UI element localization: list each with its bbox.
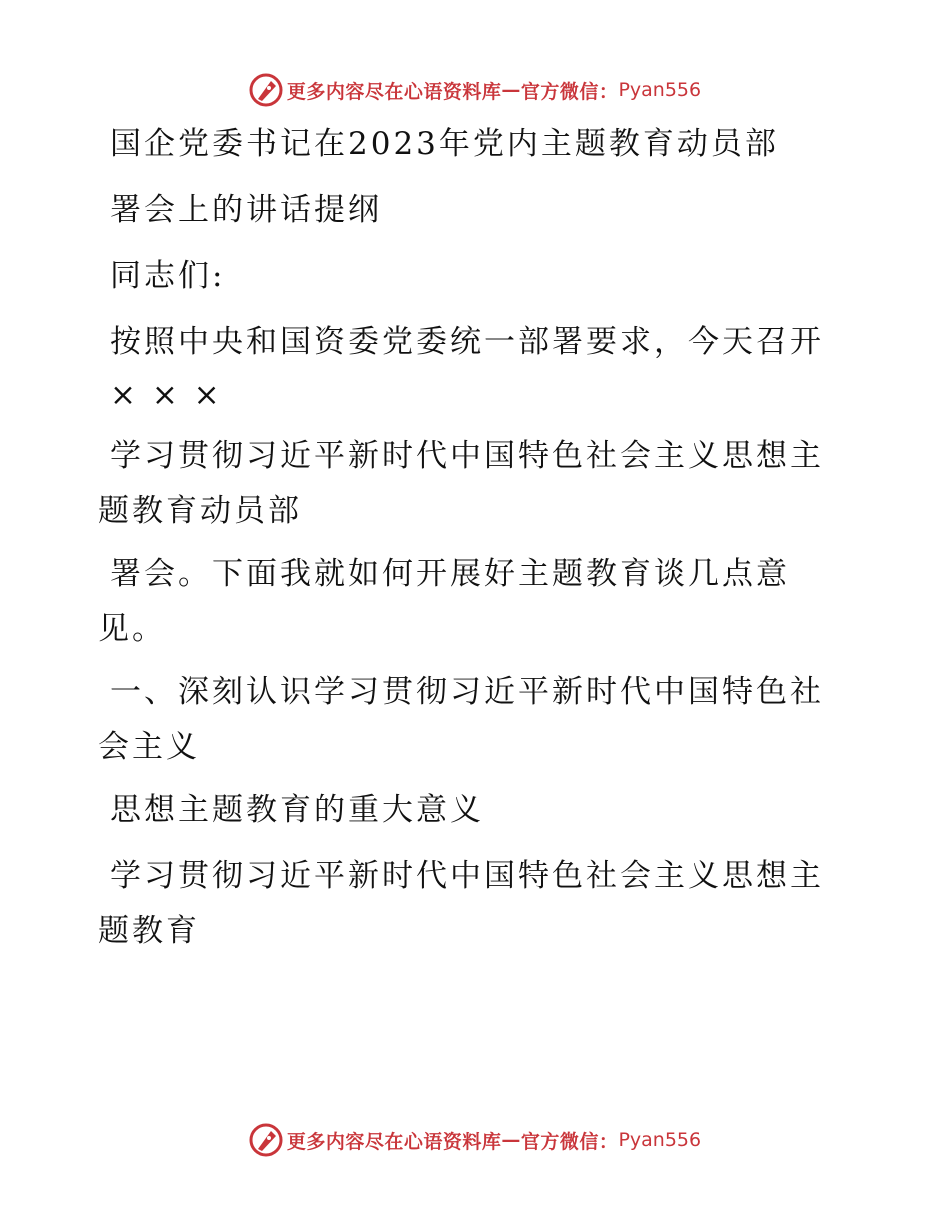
paragraph-1-line-2: × × × (110, 377, 223, 413)
paragraph-3-line-1: 署会。下面我就如何开展好主题教育谈几点意 (110, 556, 790, 592)
greeting: 同志们: (110, 258, 226, 294)
paragraph-4-line-1: 学习贯彻习近平新时代中国特色社会主义思想主 (110, 858, 824, 894)
paragraph-4-line-2: 题教育 (98, 913, 200, 949)
footer-watermark (0, 1120, 950, 1160)
pen-nib-logo-icon (249, 1123, 283, 1157)
watermark-wechat-label: 官方微信： (520, 80, 619, 103)
paragraph-2-line-2: 题教育动员部 (98, 493, 302, 529)
paragraph-1-line-1: 按照中央和国资委党委统一部署要求，今天召开 (110, 324, 824, 360)
watermark-site-text: 更多内容尽在心语资料库 (286, 1130, 502, 1153)
watermark-dash: — (501, 1129, 521, 1151)
heading-1-line-2: 会主义 (98, 729, 200, 765)
watermark-dash: — (501, 79, 521, 101)
paragraph-2-line-1: 学习贯彻习近平新时代中国特色社会主义思想主 (110, 438, 824, 474)
pen-nib-logo-icon (249, 73, 283, 107)
document-title-line-2: 署会上的讲话提纲 (110, 192, 382, 228)
document-title-line-1: 国企党委书记在2023年党内主题教育动员部 (110, 126, 779, 162)
watermark-wechat-id: Pyan556 (618, 1129, 702, 1151)
paragraph-3-line-2: 见。 (98, 611, 166, 647)
watermark-wechat-id: Pyan556 (618, 79, 702, 101)
watermark-wechat-label: 官方微信： (520, 1130, 619, 1153)
watermark-site-text: 更多内容尽在心语资料库 (286, 80, 502, 103)
heading-1-line-3: 思想主题教育的重大意义 (110, 792, 484, 828)
heading-1-line-1: 一、深刻认识学习贯彻习近平新时代中国特色社 (110, 674, 824, 710)
document-body (98, 115, 838, 957)
header-watermark (0, 70, 950, 110)
